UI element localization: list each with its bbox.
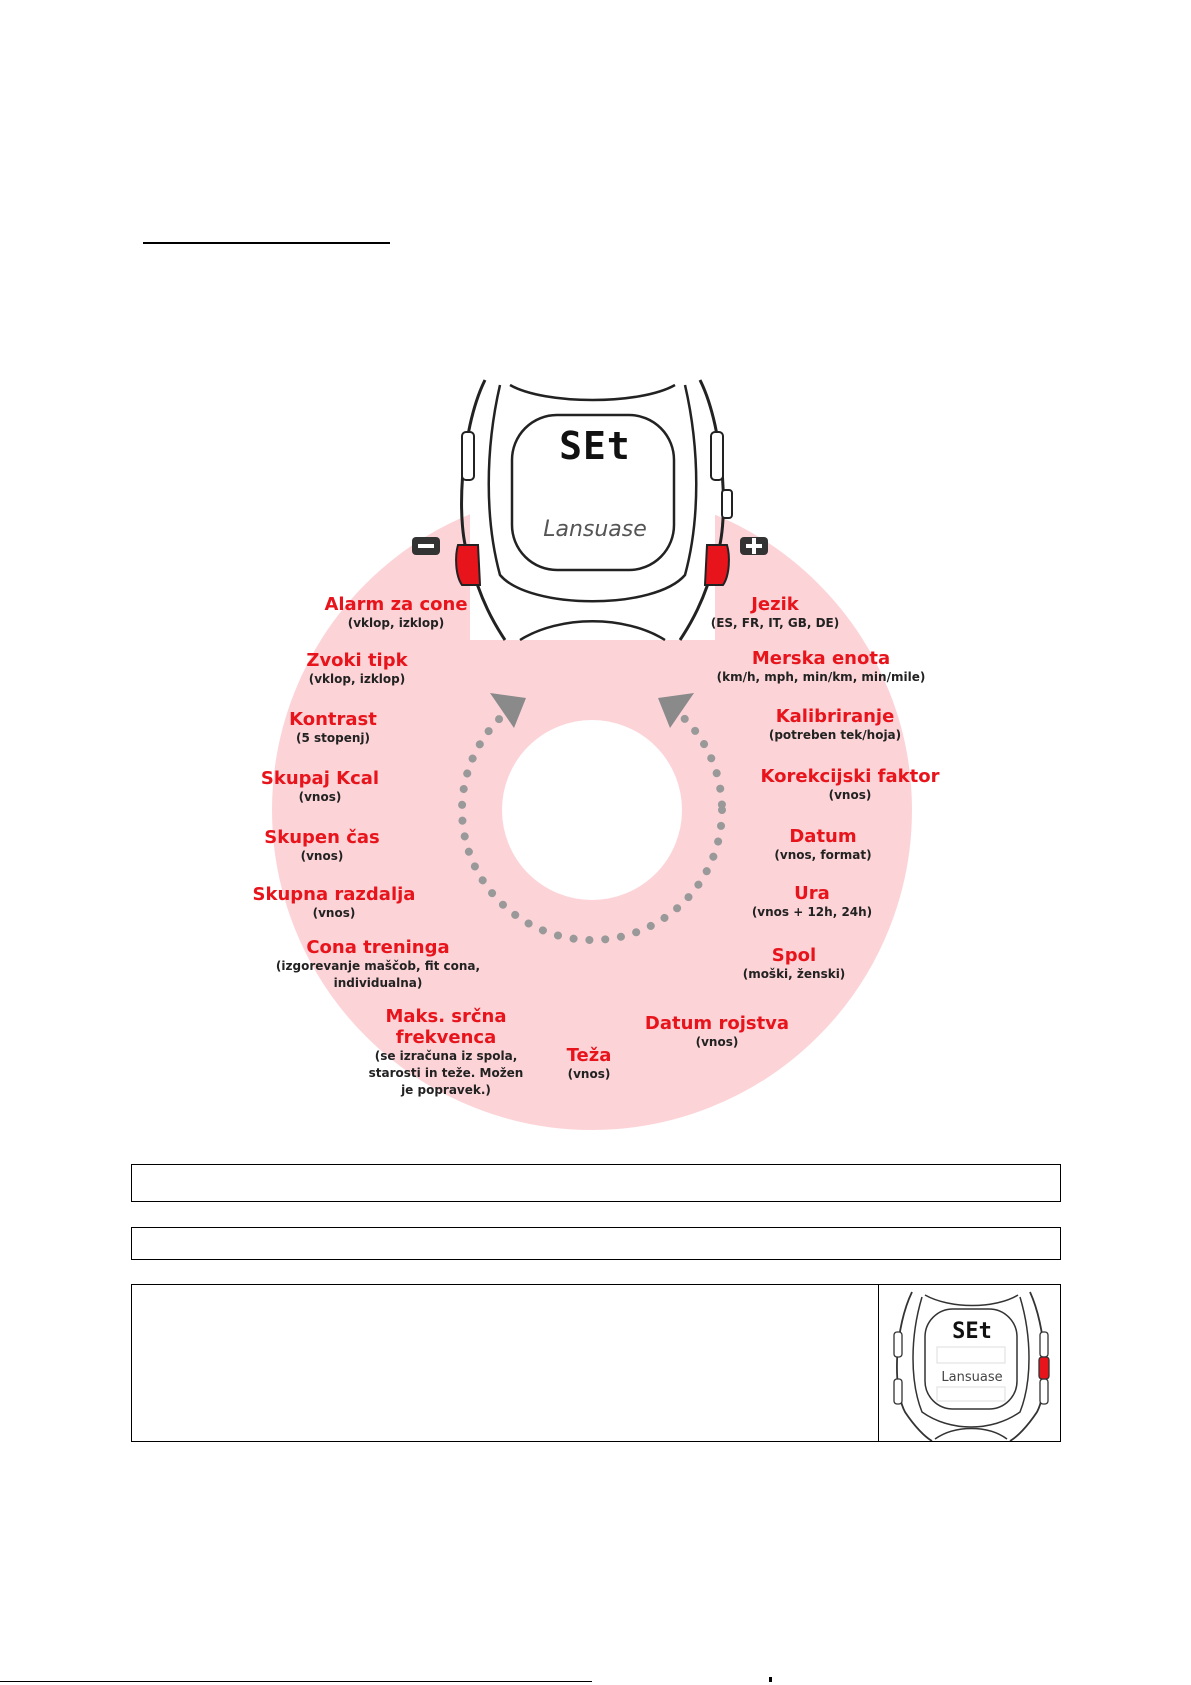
small-watch-display-bottom: Lansuase: [941, 1370, 1003, 1385]
plus-button-red[interactable]: [705, 545, 729, 585]
menu-item-total-kcal: Skupaj Kcal (vnos): [260, 768, 380, 804]
footer-rule: [0, 1681, 592, 1682]
watch-display-top: SEt: [559, 424, 631, 468]
menu-item-key-sounds: Zvoki tipk (vklop, izklop): [306, 650, 408, 686]
minus-button-red[interactable]: [456, 545, 480, 585]
menu-item-correction-factor: Korekcijski faktor (vnos): [760, 766, 940, 802]
footer-mark: [769, 1677, 772, 1682]
text-box-3: [131, 1284, 1061, 1442]
text-box-2: [131, 1227, 1061, 1260]
menu-item-unit: Merska enota (km/h, mph, min/km, min/mile): [716, 648, 926, 684]
small-watch-display-top: SEt: [952, 1319, 992, 1344]
menu-item-training-zone: Cona treninga (izgorevanje maščob, fit cona, individualna): [275, 937, 481, 990]
menu-item-max-heart-rate: Maks. srčna frekvenca (se izračuna iz spola, starosti in teže. Možen je popravek.): [368, 1006, 524, 1097]
cell-divider: [878, 1285, 879, 1441]
menu-item-zone-alarm: Alarm za cone (vklop, izklop): [324, 594, 468, 630]
menu-item-language: Jezik (ES, FR, IT, GB, DE): [710, 594, 840, 630]
menu-item-total-time: Skupen čas (vnos): [264, 827, 380, 863]
minus-icon: [418, 544, 434, 548]
text-box-1: [131, 1164, 1061, 1202]
menu-item-calibration: Kalibriranje (potreben tek/hoja): [768, 706, 902, 742]
menu-item-time: Ura (vnos + 12h, 24h): [751, 883, 873, 919]
menu-item-contrast: Kontrast (5 stopenj): [289, 709, 377, 745]
menu-item-total-distance: Skupna razdalja (vnos): [252, 884, 416, 920]
menu-item-weight: Teža (vnos): [566, 1045, 612, 1081]
watch-display-bottom: Lansuase: [543, 517, 647, 542]
menu-item-gender: Spol (moški, ženski): [742, 945, 846, 981]
menu-item-date: Datum (vnos, format): [774, 826, 872, 862]
small-watch-illustration: [880, 1287, 1060, 1441]
menu-item-birth-date: Datum rojstva (vnos): [644, 1013, 790, 1049]
small-watch-red-button: [1039, 1357, 1049, 1379]
